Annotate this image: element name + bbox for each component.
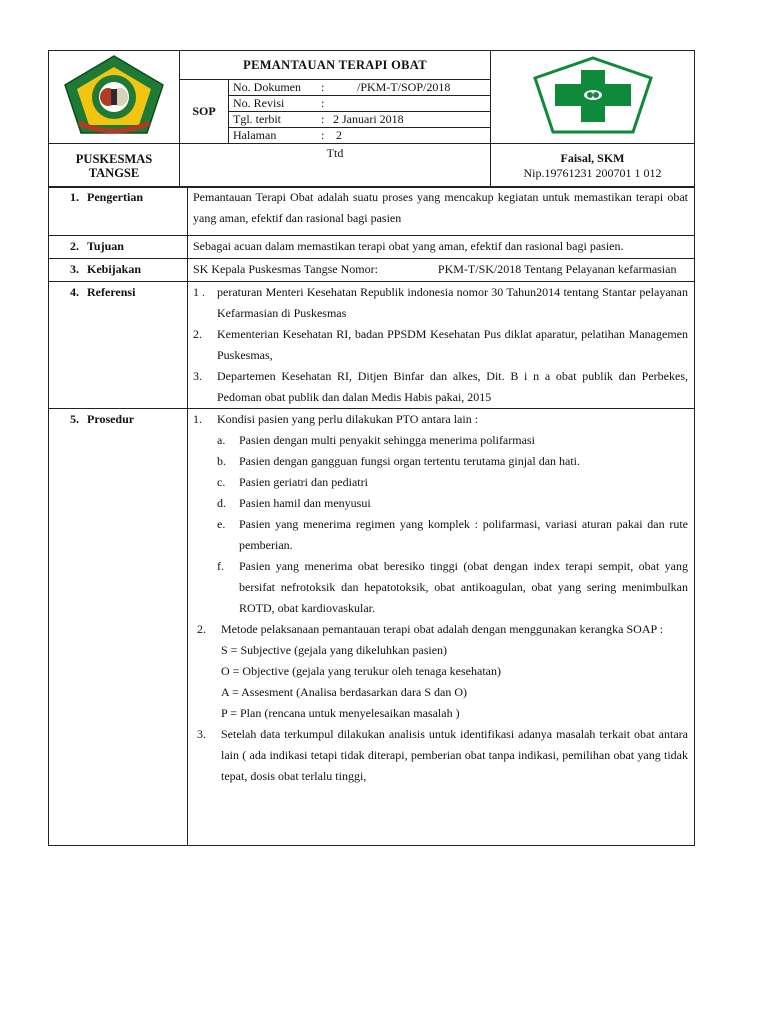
procedure-step — [193, 409, 688, 430]
label-kebijakan — [49, 259, 188, 282]
puskesmas-logo-icon — [59, 53, 169, 137]
text-tujuan: Sebagai acuan dalam memastikan terapi obat yang aman, efektif dan rasional bagi pasien. — [188, 236, 695, 259]
meta-key: Halaman — [233, 128, 277, 142]
cross-logo-cell — [491, 51, 695, 144]
step-number: 1. — [193, 412, 202, 426]
section-number: 1. — [70, 190, 79, 204]
label-pengertian — [49, 187, 188, 236]
list-referensi — [188, 282, 695, 409]
sub-item — [193, 430, 688, 451]
soap-line: A = Assesment (Analisa berdasarkan dara S dan O) — [221, 685, 468, 699]
meta-no-revisi — [229, 96, 491, 112]
list-item-text: Kementerian Kesehatan RI, badan PPSDM Kesehatan Pus diklat aparatur, pelatihan Managemen Puskesmas, — [217, 327, 688, 362]
soap-line: O = Objective (gejala yang terukur oleh tenaga kesehatan) — [221, 664, 501, 678]
list-item-number: 2. — [193, 327, 202, 341]
meta-colon: : — [321, 112, 325, 126]
signer-block — [491, 144, 695, 188]
list-item — [193, 282, 688, 324]
meta-value: 2 Januari 2018 — [333, 112, 404, 126]
row-pengertian — [49, 187, 695, 236]
section-label: Tujuan — [87, 239, 124, 253]
list-item — [193, 324, 688, 366]
organization-line2: TANGSE — [88, 165, 140, 180]
signer-nip: Nip.19761231 200701 1 012 — [523, 165, 662, 180]
meta-value: 2 — [336, 128, 342, 142]
sub-item-text: Pasien dengan multi penyakit sehingga menerima polifarmasi — [239, 433, 535, 447]
list-item-text: peraturan Menteri Kesehatan Republik indonesia nomor 30 Tahun2014 tentang Stantar pelayanan Kefarmasian di Puskesmas — [217, 285, 688, 320]
list-prosedur — [188, 409, 695, 846]
sub-item-text: Pasien geriatri dan pediatri — [239, 475, 368, 489]
puskesmas-logo-cell — [49, 51, 180, 144]
organization-line1: PUSKESMAS — [75, 151, 153, 166]
sop-body-table — [48, 186, 695, 846]
organization-name — [49, 144, 180, 188]
soap-line: S = Subjective (gejala yang dikeluhkan pasien) — [221, 643, 448, 657]
meta-key: No. Dokumen — [233, 80, 301, 94]
section-number: 2. — [70, 239, 79, 253]
step-text: Setelah data terkumpul dilakukan analisis untuk identifikasi adanya masalah terkait obat antara lain ( ada indikasi tetapi tidak diterapi, pemberian obat tanpa indikasi, pemilihan obat yang tidak tepat, dosis obat terlalu tinggi, — [221, 727, 688, 783]
meta-colon: : — [321, 80, 325, 94]
document-title: PEMANTAUAN TERAPI OBAT — [180, 51, 491, 80]
sub-item — [193, 493, 688, 514]
signer-name: Faisal, SKM — [560, 150, 625, 165]
list-item-text: Departemen Kesehatan RI, Ditjen Binfar dan alkes, Dit. B i n a obat publik dan Perbekes, Pedoman obat publik dan dalan Medis Habis pakai, 2015 — [217, 369, 688, 404]
label-referensi — [49, 282, 188, 409]
sub-item — [193, 514, 688, 556]
text-pengertian: Pemantauan Terapi Obat adalah suatu proses yang mencakup kegiatan untuk memastikan terapi obat yang aman, efektif dan rasional bagi pasien — [188, 187, 695, 236]
step-number: 3. — [197, 727, 206, 741]
meta-key: No. Revisi — [233, 96, 285, 110]
list-item-number: 1 . — [193, 285, 205, 299]
meta-key: Tgl. terbit — [233, 112, 281, 126]
row-referensi — [49, 282, 695, 409]
health-cross-logo-icon — [533, 56, 653, 134]
step-text: Metode pelaksanaan pemantauan terapi obat adalah dengan menggunakan kerangka SOAP : — [221, 622, 664, 636]
section-number: 5. — [70, 412, 79, 426]
sub-item-letter: e. — [217, 517, 226, 531]
sub-item-text: Pasien yang menerima obat beresiko tinggi (obat dengan index terapi sempit, obat yang bersifat nefrotoksik dan hepatotoksik, obat antikoagulan, obat yang sering menimbulkan ROTD, obat kardiovaskular. — [239, 559, 688, 615]
text-kebijakan: SK Kepala Puskesmas Tangse Nomor: PKM-T/SK/2018 Tentang Pelayanan kefarmasian — [188, 259, 695, 282]
row-kebijakan — [49, 259, 695, 282]
procedure-step — [193, 724, 688, 787]
meta-tgl-terbit — [229, 112, 491, 128]
list-item — [193, 366, 688, 408]
section-label: Pengertian — [87, 190, 143, 204]
sub-item-text: Pasien hamil dan menyusui — [239, 496, 371, 510]
section-number: 3. — [70, 262, 79, 276]
sub-item-letter: d. — [217, 496, 226, 510]
sub-item — [193, 451, 688, 472]
sub-item-text: Pasien dengan gangguan fungsi organ tertentu terutama ginjal dan hati. — [239, 454, 581, 468]
step-number: 2. — [197, 622, 206, 636]
meta-colon: : — [321, 128, 325, 142]
sop-label: SOP — [180, 80, 229, 144]
row-tujuan — [49, 236, 695, 259]
list-item-number: 3. — [193, 369, 202, 383]
sub-item-text: Pasien yang menerima regimen yang komplek : polifarmasi, variasi aturan pakai dan rute pemberian. — [239, 517, 688, 552]
step-text: Kondisi pasien yang perlu dilakukan PTO antara lain : — [217, 412, 479, 426]
sub-item-letter: a. — [217, 433, 226, 447]
row-prosedur — [49, 409, 695, 846]
sub-item — [193, 556, 688, 619]
meta-no-dokumen — [229, 80, 491, 96]
section-label: Referensi — [87, 285, 136, 299]
soap-line: P = Plan (rencana untuk menyelesaikan masalah ) — [221, 706, 460, 720]
sub-item-letter: b. — [217, 454, 226, 468]
section-label: Kebijakan — [87, 262, 142, 276]
meta-colon: : — [321, 96, 325, 110]
meta-halaman — [229, 128, 491, 144]
meta-value: /PKM-T/SOP/2018 — [357, 80, 451, 94]
signature-ttd: Ttd — [180, 144, 491, 188]
section-label: Prosedur — [87, 412, 135, 426]
label-prosedur — [49, 409, 188, 846]
sop-header-table — [48, 50, 695, 188]
sub-item-letter: f. — [217, 559, 224, 573]
label-tujuan — [49, 236, 188, 259]
procedure-step — [193, 619, 688, 640]
section-number: 4. — [70, 285, 79, 299]
sub-item-letter: c. — [217, 475, 226, 489]
sub-item — [193, 472, 688, 493]
